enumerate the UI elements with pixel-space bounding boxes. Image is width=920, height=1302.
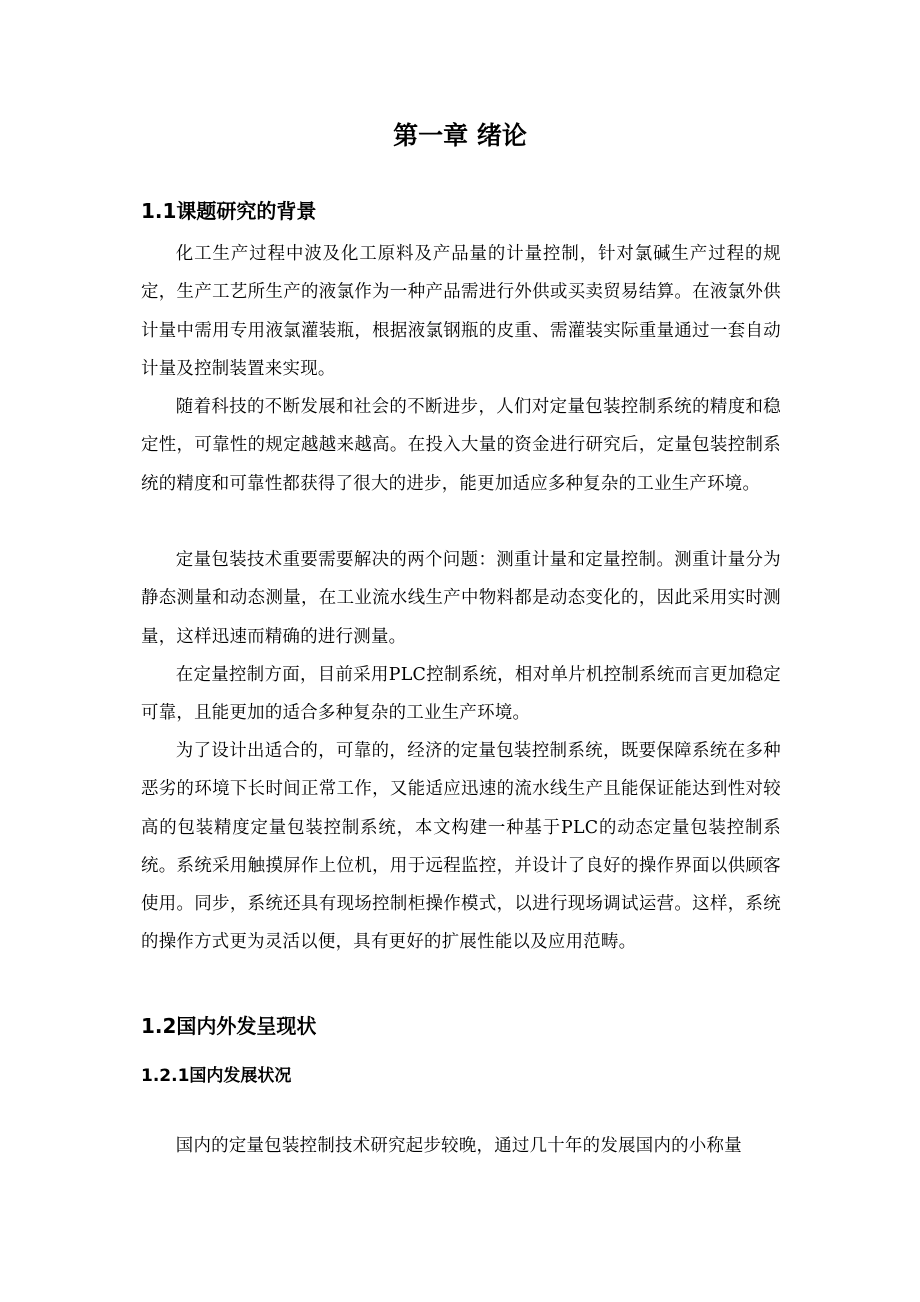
paragraph: 化工生产过程中波及化工原料及产品量的计量控制，针对氯碱生产过程的规定，生产工艺所生产的液氯作为一种产品需进行外供或买卖贸易结算。在液氯外供计量中需用专用液氯灌装瓶，根据液氯钢瓶的皮重、需灌装实际重量通过一套自动计量及控制装置来实现。 — [141, 244, 781, 379]
section-heading-1-2-1: 1.2.1国内发展状况 — [141, 1066, 292, 1086]
paragraph: 随着科技的不断发展和社会的不断进步，人们对定量包装控制系统的精度和稳定性，可靠性的规定越越来越高。在投入大量的资金进行研究后，定量包装控制系统的精度和可靠性都获得了很大的进步，能更加适应多种复杂的工业生产环境。 — [141, 397, 781, 494]
section-heading-1-2: 1.2国内外发呈现状 — [141, 1014, 317, 1038]
paragraph: 在定量控制方面，目前采用PLC控制系统，相对单片机控制系统而言更加稳定可靠，且能更加的适合多种复杂的工业生产环境。 — [141, 665, 781, 724]
section-heading-1-1: 1.1课题研究的背景 — [141, 199, 317, 223]
chapter-title: 第一章 绪论 — [393, 121, 527, 150]
paragraph: 为了设计出适合的，可靠的，经济的定量包装控制系统，既要保障系统在多种恶劣的环境下长时间正常工作，又能适应迅速的流水线生产且能保证能达到性对较高的包装精度定量包装控制系统，本文构建一种基于PLC的动态定量包装控制系统。系统采用触摸屏作上位机，用于远程监控，并设计了良好的操作界面以供顾客使用。同步，系统还具有现场控制柜操作模式，以进行现场调试运营。这样，系统的操作方式更为灵活以便，具有更好的扩展性能以及应用范畴。 — [141, 741, 781, 953]
paragraph: 国内的定量包装控制技术研究起步较晚，通过几十年的发展国内的小称量 — [175, 1136, 742, 1156]
paragraph: 定量包装技术重要需要解决的两个问题：测重计量和定量控制。测重计量分为静态测量和动态测量，在工业流水线生产中物料都是动态变化的，因此采用实时测量，这样迅速而精确的进行测量。 — [141, 550, 781, 647]
